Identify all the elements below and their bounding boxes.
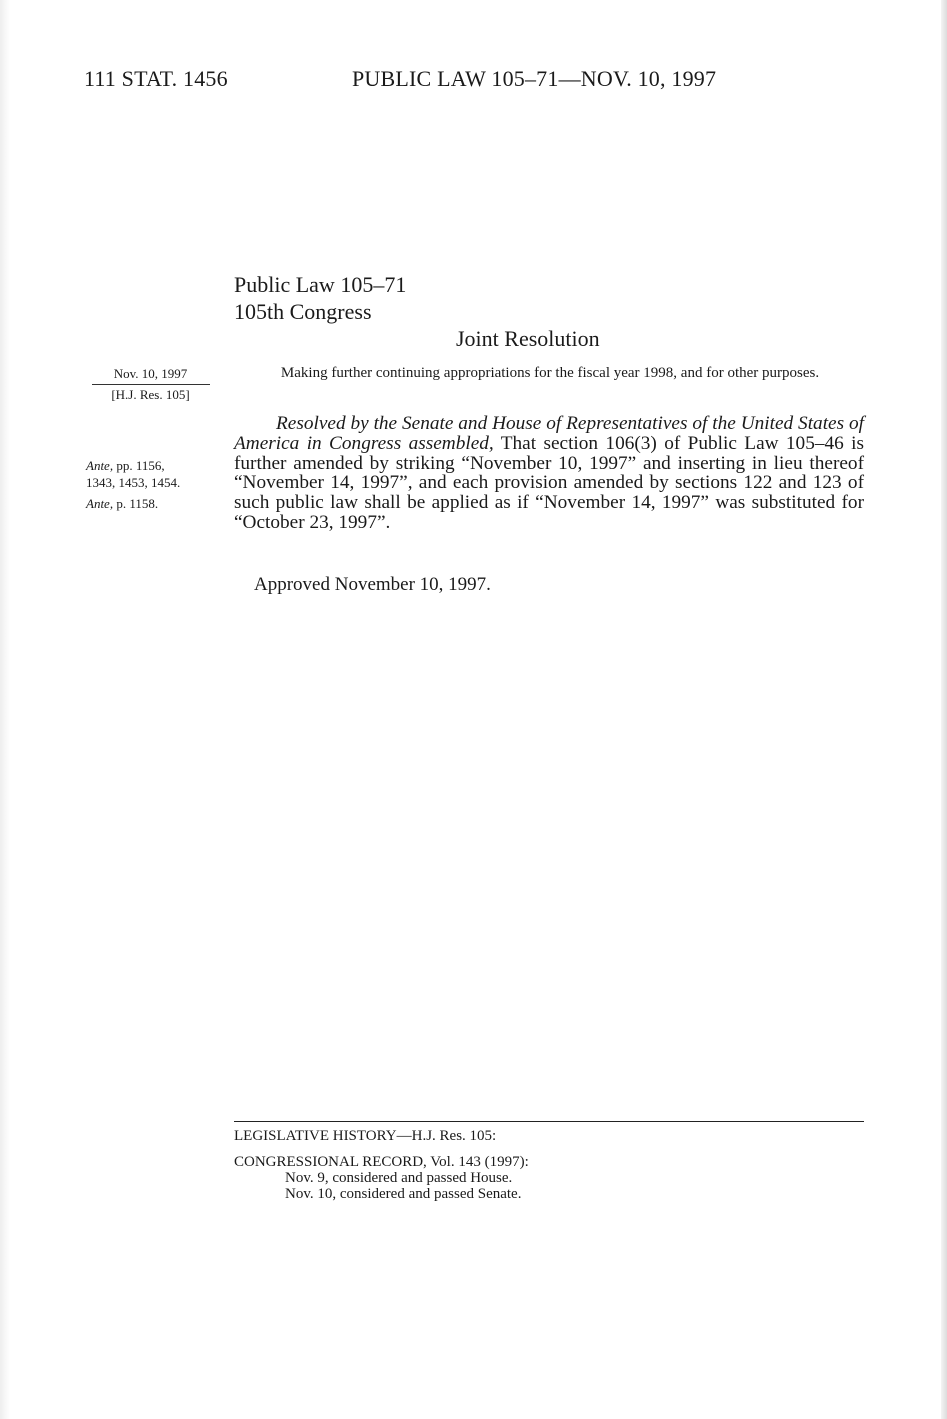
resolution-text: That section 106(3) of Public Law 105–46 is further amended by striking “November 10, 1997” and inserting in lieu thereof “November 14, 1997”, and each provision amended by sections 122 and 123 of such public law shall be applied as if “November 14, 1997” was substituted for “October 23, 1997”. [234, 432, 864, 533]
history-entry: Nov. 9, considered and passed House. [285, 1170, 513, 1186]
margin-resolution-number: [H.J. Res. 105] [111, 387, 190, 402]
ante-pages: pp. 1156, [116, 458, 165, 473]
public-law-title: Public Law 105–71 [234, 272, 407, 297]
resolution-body [234, 414, 864, 533]
margin-ante-reference-1 [86, 458, 165, 474]
margin-date: Nov. 10, 1997 [113, 366, 188, 381]
approval-line: Approved November 10, 1997. [254, 574, 491, 595]
legislative-history-title: LEGISLATIVE HISTORY—H.J. Res. 105: [234, 1128, 497, 1144]
margin-ante-reference-1-cont: 1343, 1453, 1454. [86, 475, 181, 490]
margin-rule [92, 384, 210, 385]
margin-ante-reference-2 [86, 496, 158, 512]
resolution-type-heading: Joint Resolution [456, 326, 600, 351]
congress-title: 105th Congress [234, 299, 372, 324]
ante-pages: p. 1158. [116, 496, 159, 511]
statute-page-reference: 111 STAT. 1456 [84, 66, 228, 91]
page-edge-right [941, 0, 947, 1419]
enacting-clause: Resolved by the Senate and House of Representatives of the United States of America in Congress assembled, [234, 413, 864, 454]
page-edge-left [0, 0, 10, 1419]
ante-italic: Ante, [86, 458, 114, 473]
running-head-title: PUBLIC LAW 105–71—NOV. 10, 1997 [352, 66, 717, 91]
history-entry: Nov. 10, considered and passed Senate. [285, 1186, 522, 1202]
ante-italic: Ante, [86, 496, 114, 511]
history-rule [234, 1121, 864, 1122]
purpose-statement: Making further continuing appropriations for the fiscal year 1998, and for other purposes. [280, 365, 820, 381]
congressional-record-line: CONGRESSIONAL RECORD, Vol. 143 (1997): [234, 1154, 529, 1170]
